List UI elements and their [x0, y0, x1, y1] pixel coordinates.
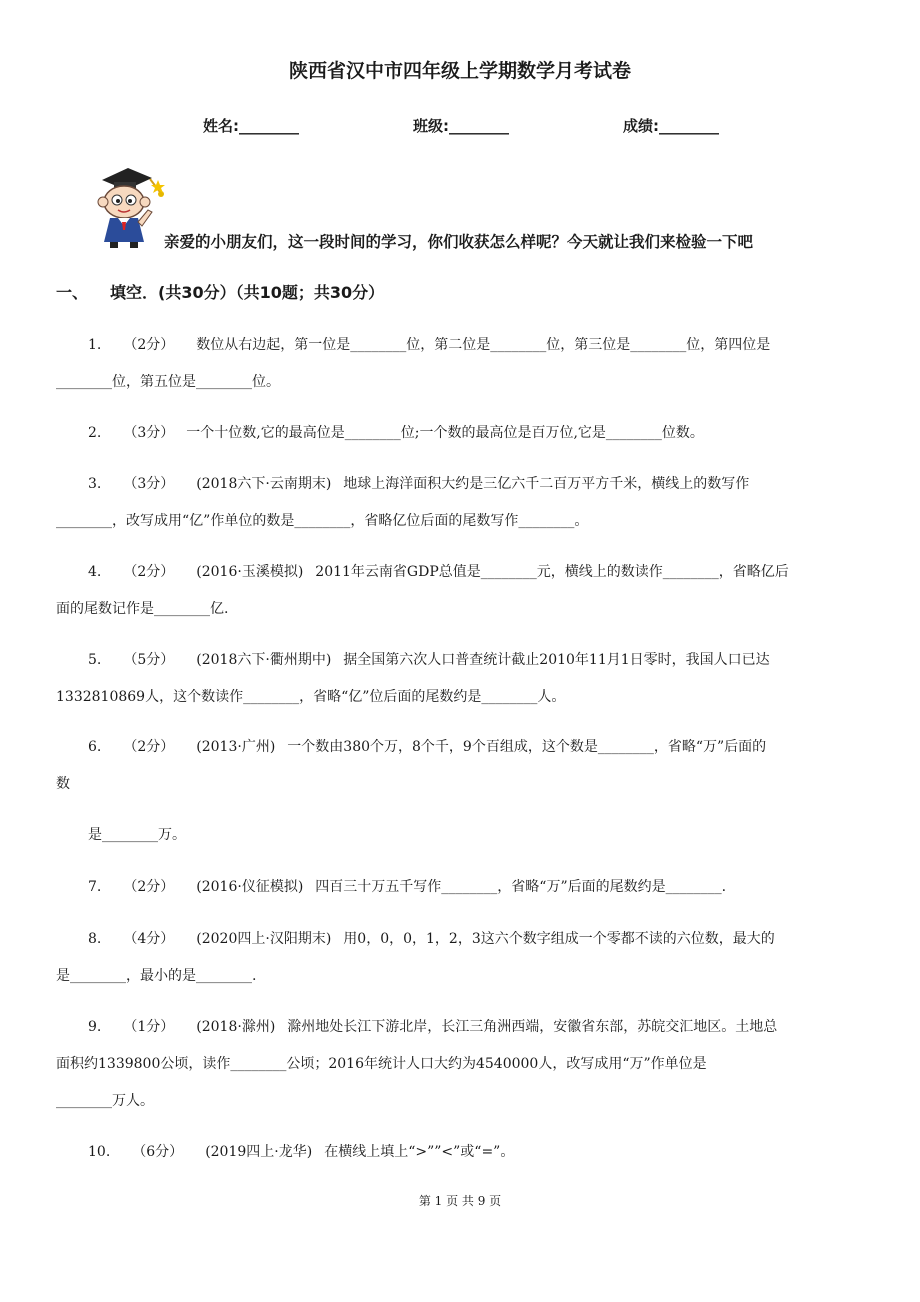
- question-3-cont: ________，改写成用“亿”作单位的数是________，省略亿位后面的尾数写作________。: [56, 513, 589, 529]
- question-source: (2016·仪征模拟): [196, 879, 304, 895]
- question-number: 8.: [88, 931, 102, 947]
- question-score: （4分）: [123, 931, 175, 947]
- question-score: （5分）: [123, 652, 175, 668]
- question-8: [88, 928, 775, 948]
- question-score: （3分）: [123, 425, 175, 441]
- question-number: 7.: [88, 879, 102, 895]
- question-10: [88, 1141, 514, 1161]
- question-5: [88, 649, 770, 669]
- question-4-cont: 面的尾数记作是________亿.: [56, 601, 229, 617]
- greeting-text: 亲爱的小朋友们，这一段时间的学习，你们收获怎么样呢？今天就让我们来检验一下吧: [164, 233, 754, 251]
- question-4: [88, 561, 789, 581]
- question-score: （1分）: [123, 1019, 175, 1035]
- question-6-cont: 数: [56, 776, 70, 792]
- mascot-image: [88, 166, 174, 250]
- page-footer: 第 1 页 共 9 页: [418, 1194, 502, 1208]
- question-2: [88, 422, 704, 442]
- question-text: 四百三十万五千写作________，省略“万”后面的尾数约是________.: [315, 879, 727, 895]
- question-number: 5.: [88, 652, 102, 668]
- question-text: 一个十位数,它的最高位是________位;一个数的最高位是百万位,它是________位数。: [186, 425, 704, 441]
- question-3: [88, 473, 749, 493]
- question-score: （2分）: [123, 739, 175, 755]
- question-source: (2020四上·汉阳期末): [196, 931, 332, 947]
- question-5-cont: 1332810869人，这个数读作________，省略“亿”位后面的尾数约是________人。: [56, 689, 566, 705]
- question-score: （2分）: [123, 337, 175, 353]
- question-score: （2分）: [123, 564, 175, 580]
- section-title: 填空．(共30分）（共10题；共30分）: [110, 283, 385, 302]
- question-source: (2018六下·衢州期中): [196, 652, 332, 668]
- question-number: 6.: [88, 739, 102, 755]
- question-number: 10.: [88, 1144, 111, 1160]
- question-1-cont: ________位，第五位是________位。: [56, 374, 280, 390]
- question-number: 1.: [88, 337, 102, 353]
- name-field: 姓名:________: [203, 117, 299, 135]
- question-source: (2018六下·云南期末): [196, 476, 332, 492]
- question-number: 2.: [88, 425, 102, 441]
- question-text: 用0，0，0，1，2，3这六个数字组成一个零都不读的六位数，最大的: [343, 931, 775, 947]
- question-text: 滁州地处长江下游北岸，长江三角洲西端，安徽省东部，苏皖交汇地区。土地总: [287, 1019, 778, 1035]
- question-source: (2018·滁州): [196, 1019, 276, 1035]
- question-text: 据全国第六次人口普查统计截止2010年11月1日零时，我国人口已达: [343, 652, 770, 668]
- question-score: （3分）: [123, 476, 175, 492]
- section-heading: [56, 280, 384, 303]
- question-6: [88, 736, 766, 756]
- question-source: (2013·广州): [196, 739, 276, 755]
- question-text: 2011年云南省GDP总值是________元，横线上的数读作________，省略亿后: [315, 564, 789, 580]
- question-number: 4.: [88, 564, 102, 580]
- question-source: (2016·玉溪模拟): [196, 564, 304, 580]
- question-number: 9.: [88, 1019, 102, 1035]
- question-text: 一个数由380个万，8个千，9个百组成，这个数是________，省略“万”后面的: [287, 739, 767, 755]
- question-1: [88, 334, 770, 354]
- page-title: 陕西省汉中市四年级上学期数学月考试卷: [288, 60, 631, 82]
- question-score: （6分）: [132, 1144, 184, 1160]
- question-score: （2分）: [123, 879, 175, 895]
- section-number: 一、: [56, 283, 89, 302]
- question-8-cont: 是________，最小的是________.: [56, 968, 257, 984]
- class-field: 班级:________: [413, 117, 509, 135]
- question-text: 在横线上填上“>””<”或“=”。: [324, 1144, 515, 1160]
- question-text: 数位从右边起，第一位是________位，第二位是________位，第三位是________位，第四位是: [196, 337, 771, 353]
- question-number: 3.: [88, 476, 102, 492]
- question-9-cont2: ________万人。: [56, 1093, 154, 1109]
- question-text: 地球上海洋面积大约是三亿六千二百万平方千米，横线上的数写作: [343, 476, 750, 492]
- question-9: [88, 1016, 777, 1036]
- question-source: (2019四上·龙华): [205, 1144, 313, 1160]
- question-6-cont2: 是________万。: [88, 827, 186, 843]
- question-9-cont: 面积约1339800公顷，读作________公顷；2016年统计人口大约为4540000人，改写成用“万”作单位是: [56, 1056, 707, 1072]
- question-7: [88, 876, 726, 896]
- score-field: 成绩:________: [623, 117, 719, 135]
